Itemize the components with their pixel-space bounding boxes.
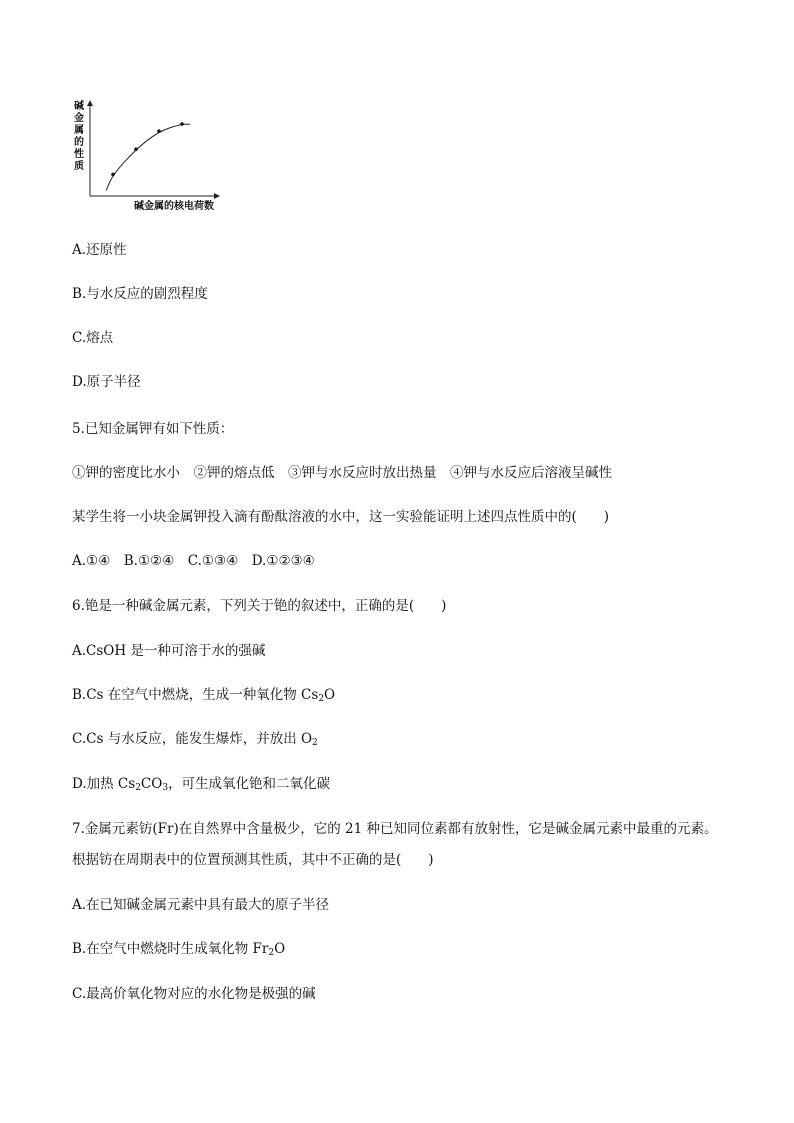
data-point (180, 122, 184, 126)
option-4a: A.还原性 (72, 242, 127, 258)
series-curve (106, 124, 190, 190)
option-6a: A.CsOH 是一种可溶于水的强碱 (72, 643, 266, 659)
data-point (157, 129, 161, 133)
x-axis-arrow (214, 193, 220, 199)
option-7c: C.最高价氧化物对应的水化物是极强的碱 (72, 986, 316, 1002)
question-5: 5.已知金属钾有如下性质： (72, 421, 234, 437)
option-4d: D.原子半径 (72, 374, 141, 390)
question-7-stem: 根据钫在周期表中的位置预测其性质，其中不正确的是( ) (72, 852, 434, 868)
question-5-properties: ①钾的密度比水小 ②钾的熔点低 ③钾与水反应时放出热量 ④钾与水反应后溶液呈碱性 (72, 465, 612, 481)
y-axis-title: 碱金属的性质 (74, 101, 84, 172)
option-4b: B.与水反应的剧烈程度 (72, 286, 208, 302)
question-7: 7.金属元素钫(Fr)在自然界中含量极少，它的 21 种已知同位素都有放射性，它是碱金属元素中最重的元素。 (72, 821, 718, 837)
x-axis-title: 碱金属的核电荷数 (134, 201, 214, 212)
data-point (134, 147, 138, 151)
data-point (111, 173, 115, 177)
question-5-stem: 某学生将一小块金属钾投入滴有酚酞溶液的水中，这一实验能证明上述四点性质中的( ) (72, 509, 610, 525)
option-6d: D.加热 $Cs_2CO_3$，可生成氧化铯和二氧化碳 (72, 776, 331, 793)
y-axis-arrow (87, 100, 93, 106)
option-6c: C.Cs 与水反应，能发生爆炸，并放出 $O_2$ (72, 731, 318, 748)
option-6b: B.Cs 在空气中燃烧，生成一种氧化物 $Cs_2O$ (72, 687, 336, 704)
option-4c: C.熔点 (72, 330, 114, 346)
chart-svg (70, 98, 230, 210)
option-7a: A.在已知碱金属元素中具有最大的原子半径 (72, 897, 330, 913)
question-6: 6.铯是一种碱金属元素，下列关于铯的叙述中，正确的是( ) (72, 598, 447, 614)
question-5-options: A.①④ B.①②④ C.①③④ D.①②③④ (72, 553, 315, 569)
option-7b: B.在空气中燃烧时生成氧化物 $Fr_2O$ (72, 941, 286, 958)
